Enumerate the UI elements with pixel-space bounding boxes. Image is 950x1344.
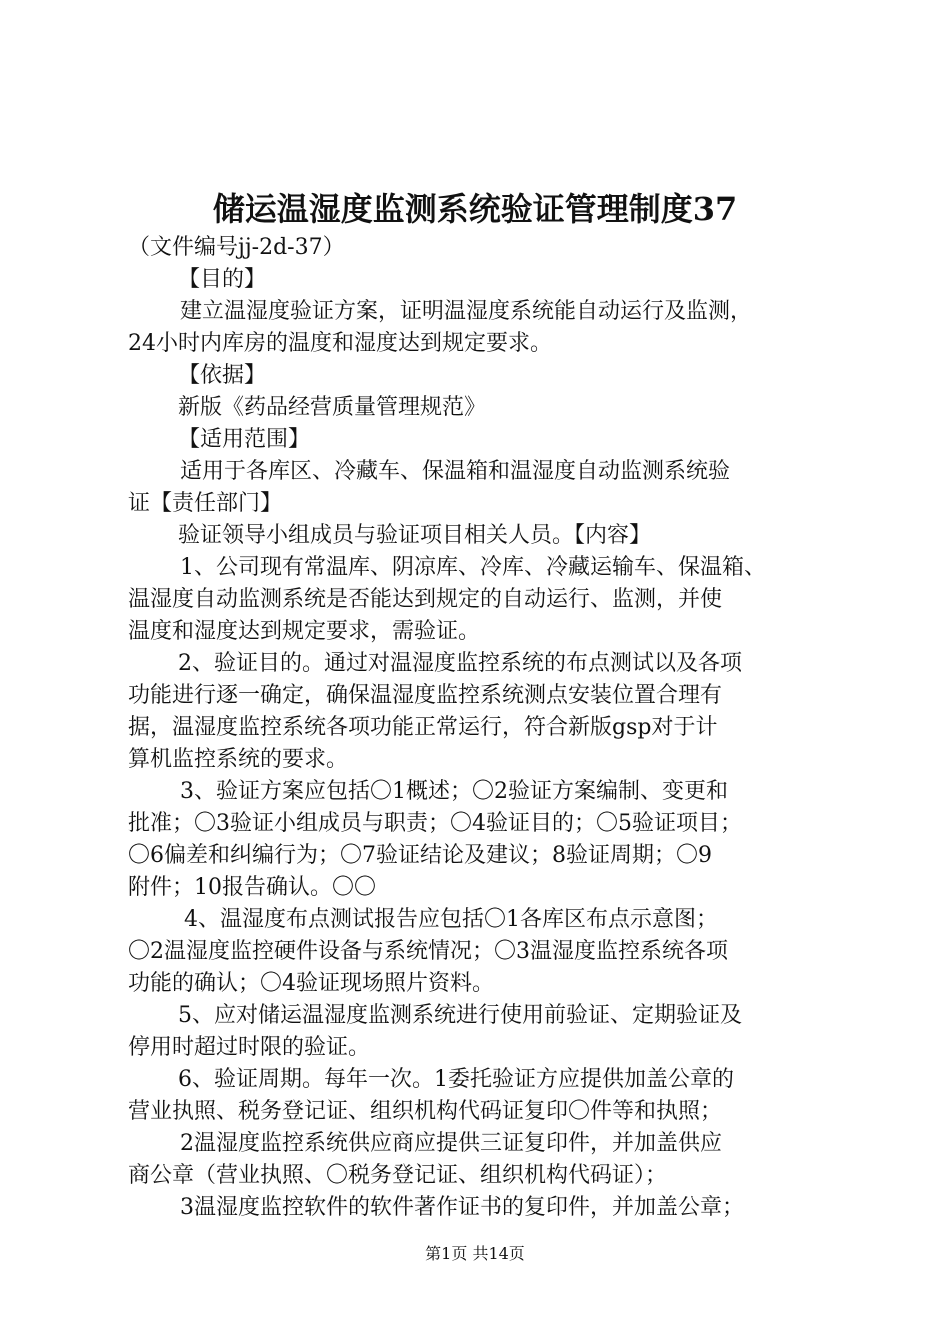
- paragraph-line: 验证领导小组成员与验证项目相关人员。【内容】: [178, 523, 652, 548]
- paragraph-line: 功能进行逐一确定，确保温湿度监控系统测点安装位置合理有: [128, 683, 723, 708]
- paragraph-line: 停用时超过时限的验证。: [128, 1035, 371, 1060]
- paragraph-line: 商公章（营业执照、〇税务登记证、组织机构代码证）；: [128, 1163, 668, 1188]
- paragraph-line: 营业执照、税务登记证、组织机构代码证复印〇件等和执照；: [128, 1099, 723, 1124]
- section-heading-scope: 【适用范围】: [178, 427, 311, 452]
- paragraph-line: 温湿度自动监测系统是否能达到规定的自动运行、监测，并使: [128, 587, 723, 612]
- paragraph-line: 据，温湿度监控系统各项功能正常运行，符合新版gsp对于计: [128, 715, 718, 740]
- paragraph-line: 3、验证方案应包括〇1概述；〇2验证方案编制、变更和: [180, 779, 728, 804]
- section-heading-purpose: 【目的】: [178, 267, 267, 292]
- paragraph-line: 证【责任部门】: [128, 491, 283, 516]
- paragraph-line: 1、公司现有常温库、阴凉库、冷库、冷藏运输车、保温箱、: [180, 555, 766, 580]
- paragraph-line: 6、验证周期。每年一次。1委托验证方应提供加盖公章的: [178, 1067, 734, 1092]
- paragraph-line: 温度和湿度达到规定要求，需验证。: [128, 619, 481, 644]
- paragraph-line: 2温湿度监控系统供应商应提供三证复印件，并加盖供应: [180, 1131, 722, 1156]
- section-heading-basis: 【依据】: [178, 363, 267, 388]
- document-title: 储运温湿度监测系统验证管理制度37: [212, 190, 738, 228]
- paragraph-line: 适用于各库区、冷藏车、保温箱和温湿度自动监测系统验: [180, 459, 731, 484]
- paragraph-line: 24小时内库房的温度和湿度达到规定要求。: [128, 331, 552, 356]
- paragraph-line: 〇6偏差和纠编行为；〇7验证结论及建议；8验证周期；〇9: [128, 843, 712, 868]
- document-body: [128, 232, 836, 1224]
- paragraph-line: 新版《药品经营质量管理规范》: [178, 395, 487, 420]
- paragraph-line: 功能的确认；〇4验证现场照片资料。: [128, 971, 494, 996]
- paragraph-line: 3温湿度监控软件的软件著作证书的复印件，并加盖公章；: [180, 1195, 744, 1220]
- paragraph-line: 附件；10报告确认。〇〇: [128, 875, 376, 900]
- paragraph-line: 4、温湿度布点测试报告应包括〇1各库区布点示意图；: [184, 907, 718, 932]
- paragraph-line: 2、验证目的。通过对温湿度监控系统的布点测试以及各项: [178, 651, 742, 676]
- paragraph-line: 算机监控系统的要求。: [128, 747, 349, 772]
- paragraph-line: 建立温湿度验证方案，证明温湿度系统能自动运行及监测，: [180, 299, 753, 324]
- paragraph-line: 〇2温湿度监控硬件设备与系统情况；〇3温湿度监控系统各项: [128, 939, 728, 964]
- page-number-footer: 第1页 共14页: [425, 1244, 525, 1263]
- paragraph-line: 5、应对储运温湿度监测系统进行使用前验证、定期验证及: [178, 1003, 742, 1028]
- file-number-line: （文件编号jj-2d-37）: [128, 235, 345, 260]
- paragraph-line: 批准；〇3验证小组成员与职责；〇4验证目的；〇5验证项目；: [128, 811, 742, 836]
